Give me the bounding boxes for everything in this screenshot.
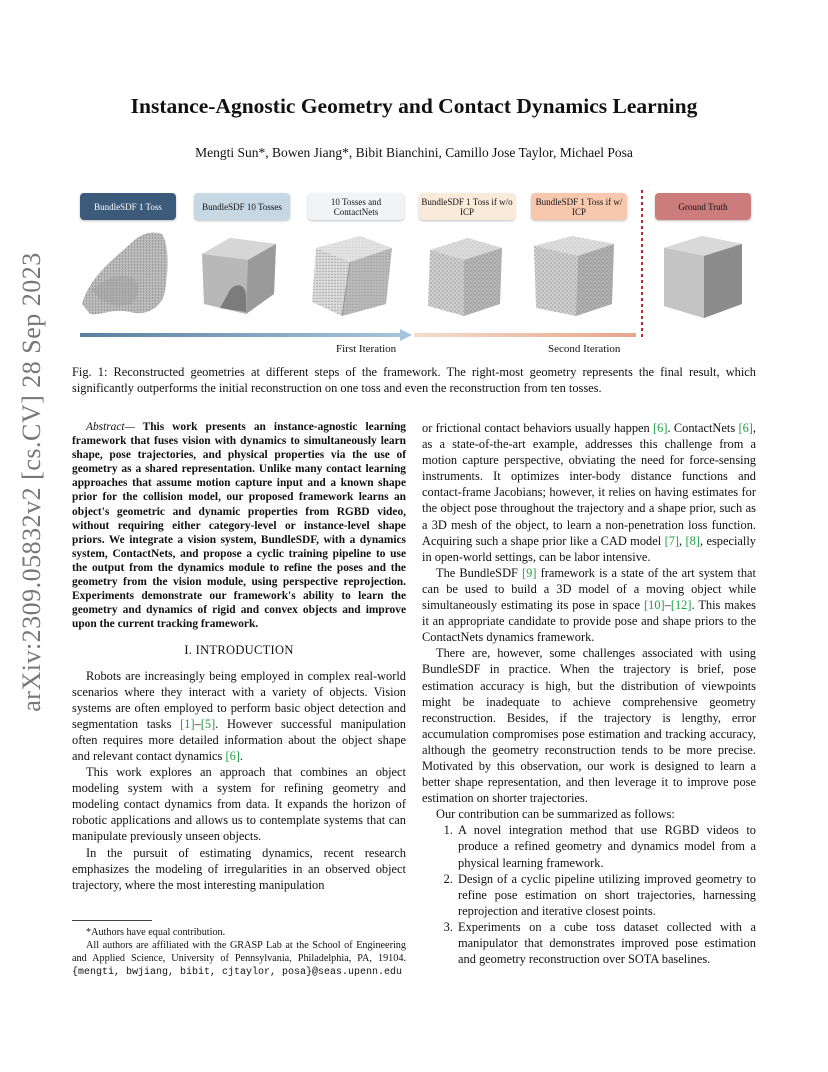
footnote-equal-contribution: *Authors have equal contribution. xyxy=(86,927,226,938)
intro-paragraph-2: This work explores an approach that combines an object modeling system with a system for refining geometry and modeling contact dynamics from data. It expands the horizon of robotic applications and allows us to contemplate systems that can manipulate previously unseen objects. xyxy=(72,765,406,844)
label-1-toss-with-icp: BundleSDF 1 Toss if w/ ICP xyxy=(531,193,627,220)
ground-truth-render xyxy=(664,236,742,318)
citation-link[interactable]: [10] xyxy=(644,598,665,613)
abstract-text: This work presents an instance-agnostic learning framework that fuses vision with dynamics to simultaneously learn shape, pose trajectories, and physical properties via the use of geometry as a shared representation. Unlike many contact learning approaches that assume motion capture input and a known shape prior for the collision model, our proposed framework learns an object's geometric and dynamic properties from RGBD video, without requiring either category-level or instance-level shape priors. We integrate a vision system, BundleSDF, with a dynamics system, ContactNets, and propose a cyclic training pipeline to use the output from the dynamics module to refine the poses and the geometry from the vision module, using perspective reprojection. Experiments demonstrate our framework's ability to learn the geometry and dynamics of rigid and convex objects and improve upon the current tracking framework. xyxy=(72,421,406,631)
second-iteration-arrow xyxy=(414,333,636,337)
label-ground-truth: Ground Truth xyxy=(655,193,751,220)
contribution-item-3: 3. Experiments on a cube toss dataset collected with a manipulator that demonstrates improved pose estimation and geometry reconstruction over SOTA baselines. xyxy=(456,919,756,967)
citation-link[interactable]: [6] xyxy=(653,421,668,435)
right-paragraph-1: or frictional contact behaviors usually happen [6]. ContactNets [6], as a state-of-the-art example, addresses this challenge from a motion capture perspective, obviating the need for force-sensing instruments. It optimizes inter-body distance functions and contact-frame Jacobians; however, it relies on having estimates for the object pose throughout the trajectory and a shape prior, such as a 3D mesh of the object, to learn a non-penetration loss function. Acquiring such a shape prior like a CAD model [7], [8], especially in open-world settings, can be labor intensive. xyxy=(422,421,757,564)
1-toss-without-icp-render xyxy=(428,238,502,316)
citation-link[interactable]: [8] xyxy=(685,533,700,548)
author-list: Mengti Sun*, Bowen Jiang*, Bibit Bianchini, Camillo Jose Taylor, Michael Posa xyxy=(195,145,633,160)
contribution-item-1: 1. A novel integration method that use RGBD videos to produce a refined geometry and dynamics model from a physical learning framework. xyxy=(456,822,756,870)
abstract-label: Abstract xyxy=(86,421,125,433)
first-iteration-label: First Iteration xyxy=(336,343,397,355)
citation-link[interactable]: [12] xyxy=(670,598,692,613)
1-toss-with-icp-render xyxy=(534,236,614,316)
left-column xyxy=(72,420,406,893)
paper-title: Instance-Agnostic Geometry and Contact Dynamics Learning xyxy=(130,94,698,118)
bundlesdf-10-tosses-render xyxy=(202,238,276,314)
footnote-rule xyxy=(72,920,152,921)
section-heading-introduction: I. INTRODUCTION xyxy=(184,643,294,658)
footnote xyxy=(72,926,406,979)
figure-geometry-renders xyxy=(70,186,758,362)
second-iteration-label: Second Iteration xyxy=(548,343,621,355)
citation-link[interactable]: [9] xyxy=(522,565,537,580)
abstract: Abstract— This work presents an instance-agnostic learning framework that fuses vision with dynamics to simultaneously learn shape, pose trajectories, and physical properties via the use of geometry as a shared representation. Unlike many contact learning approaches that assume motion capture input and a known shape prior for the collision model, our proposed framework learns an object's geometric and dynamic properties from RGBD video, without requiring either category-level or instance-level shape priors. We integrate a vision system, BundleSDF, with a dynamics system, ContactNets, and propose a cyclic training pipeline to use the output from the dynamics module to refine the poses and the geometry from the vision module, using perspective reprojection. Experiments demonstrate our framework's ability to learn the geometry and dynamics of rigid and convex objects and improve upon the current tracking framework. xyxy=(72,421,406,631)
intro-paragraph-3: In the pursuit of estimating dynamics, recent research emphasizes the modeling of irregularities in an observed object trajectory, where the most interesting manipulation xyxy=(72,845,406,892)
label-bundlesdf-1-toss: BundleSDF 1 Toss xyxy=(80,193,176,220)
citation-link[interactable]: [5] xyxy=(200,716,216,731)
right-paragraph-4: Our contribution can be summarized as follows: xyxy=(436,807,675,822)
label-10-tosses-contactnets: 10 Tosses and ContactNets xyxy=(308,193,404,220)
right-column xyxy=(422,420,756,967)
footnote-affiliation: All authors are affiliated with the GRASP Lab at the School of Engineering and Applied Science, University of Pennsylvania, Philadelphia, PA, 19104. {mengti, bwjiang, bibit, cjtaylor, posa}@seas.upenn.edu xyxy=(72,940,406,978)
bundlesdf-1-toss-render xyxy=(82,232,168,314)
citation-link[interactable]: [7] xyxy=(664,533,680,548)
figure-1 xyxy=(70,186,758,362)
citation-link[interactable]: [1] xyxy=(180,716,195,731)
label-bundlesdf-10-tosses: BundleSDF 10 Tosses xyxy=(194,193,290,220)
first-iteration-arrow xyxy=(80,329,412,341)
figure-caption: Fig. 1: Reconstructed geometries at different steps of the framework. The right-most geometry represents the final result, which significantly outperforms the initial reconstruction on one toss and even the reconstruction from ten tosses. xyxy=(72,365,756,395)
author-emails: {mengti, bwjiang, bibit, cjtaylor, posa}@seas.upenn.edu xyxy=(72,967,403,978)
right-paragraph-2: The BundleSDF [9] framework is a state of the art system that can be used to build a 3D model of a moving object while simultaneously estimating its pose in space [10]–[12]. This makes it an appropriate candidate to provide pose and shape priors to the ContactNets dynamics framework. xyxy=(422,565,756,645)
arxiv-stamp xyxy=(14,252,50,712)
label-1-toss-without-icp: BundleSDF 1 Toss if w/o ICP xyxy=(419,193,515,220)
citation-link[interactable]: [6] xyxy=(738,421,753,435)
contribution-item-2: 2. Design of a cyclic pipeline utilizing improved geometry to refine pose estimation on short trajectories, harnessing reprojection and iterative closest points. xyxy=(456,871,756,919)
citation-link[interactable]: [6] xyxy=(225,748,240,763)
contactnets-render xyxy=(312,236,392,316)
arxiv-id: arXiv:2309.05832v2 [cs.CV] 28 Sep 2023 xyxy=(17,252,46,712)
contribution-list xyxy=(422,822,756,967)
intro-paragraph-1: Robots are increasingly being employed in complex real-world scenarios where they interact with a variety of objects. Vision systems are often employed to perform basic object detection and segmentation tasks [1]–[5]. However successful manipulation often requires more detailed information about the object shape and relevant contact dynamics [6]. xyxy=(72,668,406,763)
right-paragraph-3: There are, however, some challenges associated with using BundleSDF in practice. When the trajectory is brief, pose estimation accuracy is high, but the distribution of viewpoints might be inadequate to achieve comprehensive geometry reconstruction. Besides, if the trajectory is lengthy, error accumulation compromises pose estimation and tracking accuracy, although the geometry reconstruction tends to be more precise. Motivated by this observation, our work is designed to learn a better shape representation, and then leverage it to improve pose estimation on shorter trajectories. xyxy=(422,646,756,806)
